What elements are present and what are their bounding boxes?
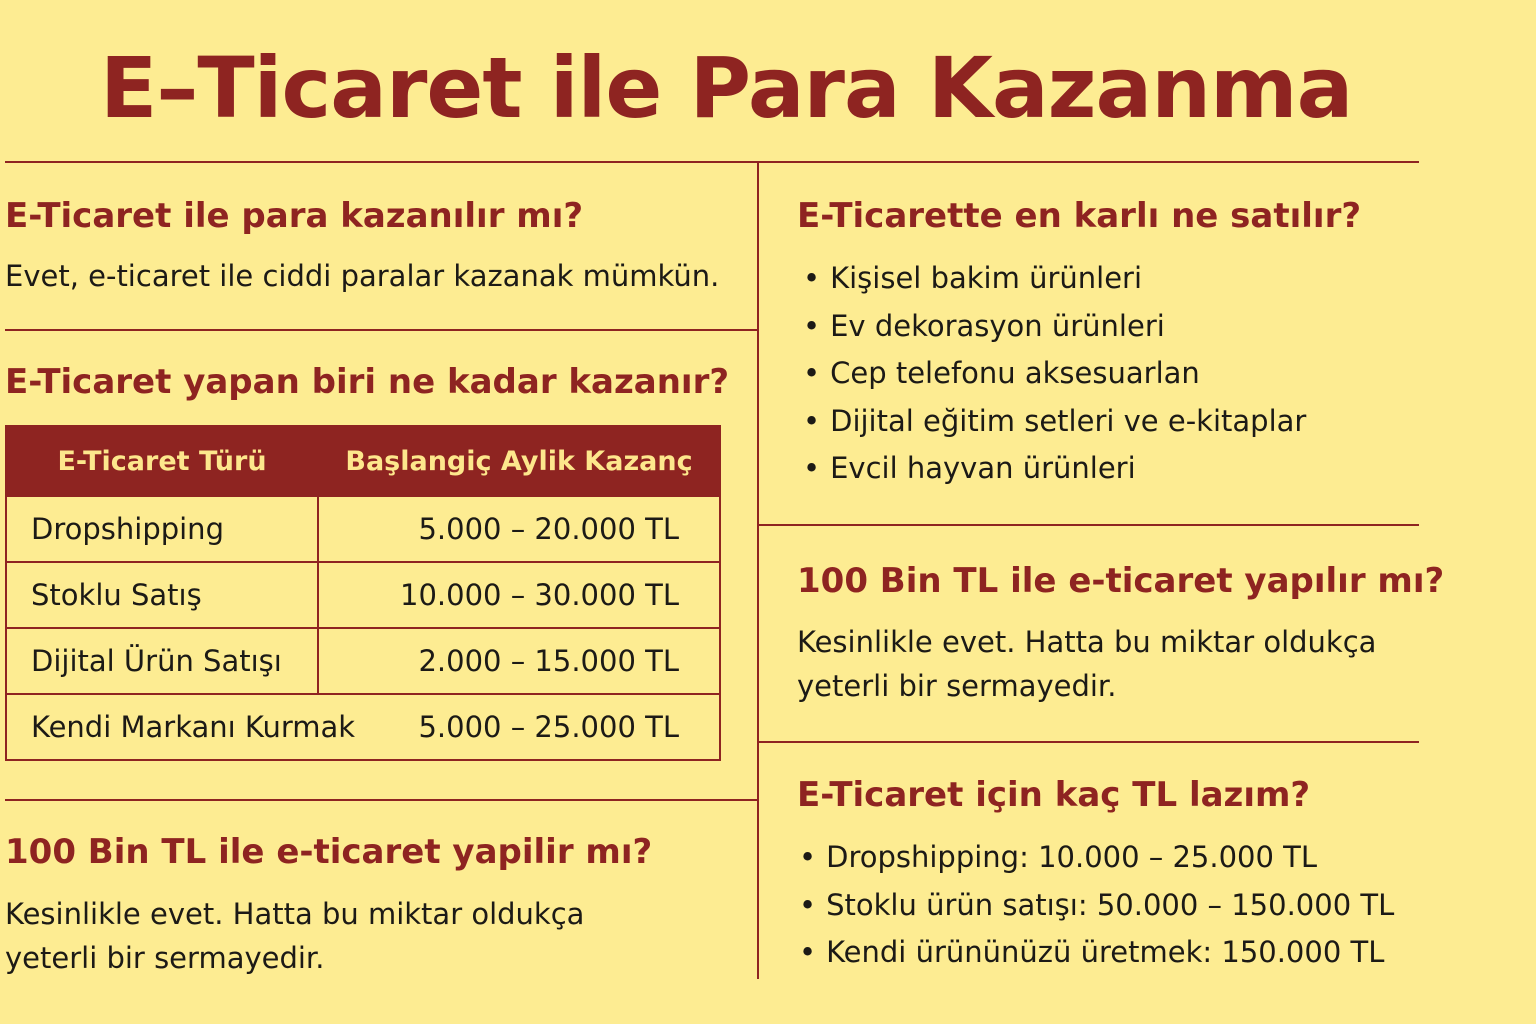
left-q3-answer: Kesinlikle evet. Hatta bu miktar oldukça yeterli bir sermayedir.	[5, 897, 585, 975]
table-cell-type: Dropshipping	[6, 496, 318, 562]
right-q2-answer: Kesinlikle evet. Hatta bu miktar oldukça yeterli bir sermayedir.	[797, 625, 1377, 703]
table-header-earnings: Başlangiç Aylik Kazanç	[318, 426, 720, 496]
page-title: E–Ticaret ile Para Kazanma	[100, 39, 1353, 137]
left-q2-heading: E-Ticaret yapan biri ne kadar kazanır?	[5, 362, 730, 402]
table-row	[6, 496, 720, 562]
table-header-type: E-Ticaret Türü	[6, 426, 318, 496]
right-q1-heading: E-Ticarette en karlı ne satılır?	[797, 196, 1362, 236]
left-q1-heading: E-Ticaret ile para kazanılır mı?	[5, 196, 584, 236]
table-cell-type: Dijital Ürün Satışı	[6, 628, 318, 694]
profitable-products-list	[803, 255, 1306, 493]
left-q1-answer: Evet, e-ticaret ile ciddi paralar kazanak mümkün.	[5, 259, 720, 293]
list-item: • Cep telefonu aksesuarlan	[803, 350, 1306, 398]
top-divider	[5, 161, 1419, 163]
table-row	[6, 562, 720, 628]
right-q3-heading: E-Ticaret için kaç TL lazım?	[797, 775, 1311, 815]
table-header-row	[6, 426, 720, 496]
list-item: • Dijital eğitim setleri ve e-kitaplar	[803, 398, 1306, 446]
list-item: • Ev dekorasyon ürünleri	[803, 303, 1306, 351]
table-cell-amount: 2.000 – 15.000 TL	[318, 628, 720, 694]
earnings-table	[5, 425, 721, 761]
table-row	[6, 694, 720, 760]
left-divider-1	[5, 329, 757, 331]
table-cell-amount: 10.000 – 30.000 TL	[318, 562, 720, 628]
table-cell-type: Kendi Markanı Kurmak	[6, 694, 318, 760]
column-divider	[757, 163, 759, 979]
left-q3-heading: 100 Bin TL ile e-ticaret yapilir mı?	[5, 832, 653, 872]
right-divider-1	[759, 524, 1419, 526]
list-item: • Stoklu ürün satışı: 50.000 – 150.000 TL	[799, 882, 1394, 930]
list-item: • Kişisel bakim ürünleri	[803, 255, 1306, 303]
capital-needed-list	[799, 834, 1394, 977]
table-cell-amount: 5.000 – 20.000 TL	[318, 496, 720, 562]
list-item: • Kendi ürününüzü üretmek: 150.000 TL	[799, 929, 1394, 977]
table-row	[6, 628, 720, 694]
list-item: • Evcil hayvan ürünleri	[803, 445, 1306, 493]
right-q2-heading: 100 Bin TL ile e-ticaret yapılır mı?	[797, 561, 1445, 601]
left-divider-2	[5, 799, 757, 801]
table-cell-type: Stoklu Satış	[6, 562, 318, 628]
right-divider-2	[759, 741, 1419, 743]
list-item: • Dropshipping: 10.000 – 25.000 TL	[799, 834, 1394, 882]
table-cell-amount: 5.000 – 25.000 TL	[318, 694, 720, 760]
